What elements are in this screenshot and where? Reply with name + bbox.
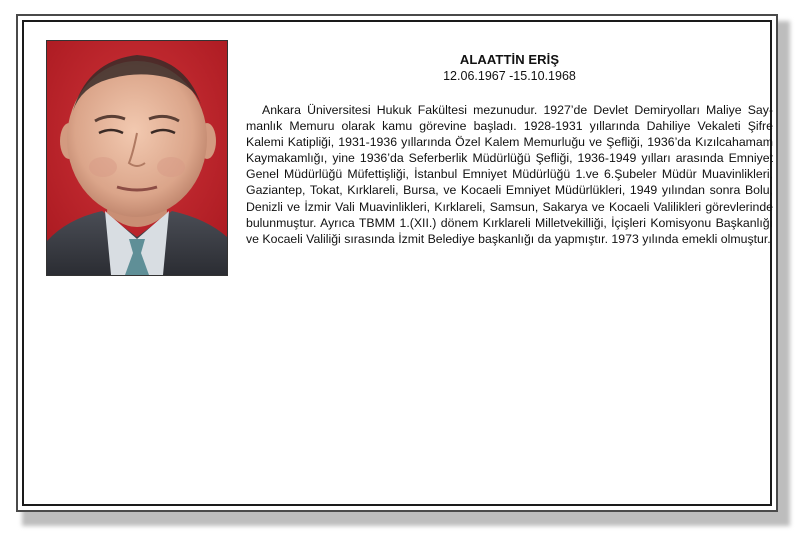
portrait-photo <box>46 40 228 276</box>
portrait-illustration <box>47 41 227 275</box>
bio-header <box>246 52 773 84</box>
person-name: ALAATTİN ERİŞ <box>459 52 560 67</box>
biography-card <box>16 14 778 512</box>
biography-text: Ankara Üniversitesi Hukuk Fakültesi mezunudur. 1927’de Devlet Demiryolları Maliye Saymanlık Memuru olarak kamu görevine başladı. 1928-1931 yıllarında Dahiliye Vekaleti Şifre Kalemi Katipliği, 1931-1936 yıllarında Özel Kalem Memurluğu ve Şefliği, 1936’da Kızılcahamam Kaymakamlığı, yine 1936’da Seferberlik Müdürlüğü Şefliği, 1936-1949 yılları arasında Emniyet Genel Müdürlüğü Müfettişliği, İstanbul Emniyet Müdürlüğü 1.ve 6.Şubeler Müdür Muavinlikleri, Gaziantep, Tokat, Kırklareli, Bursa, ve Kocaeli Emniyet Müdürlükleri, 1949 yılından sonra Bolu, Denizli ve İzmir Vali Muavinlikleri, Kırklareli, Samsun, Sakarya ve Kocaeli Valilikleri görevlerinde bulunmuştur. Ayrıca TBMM 1.(XII.) dönem Kırklareli Milletvekilliği, İçişleri Komisyonu Başkanlığı ve Kocaeli Valiliği sırasında İzmit Belediye başkanlığı da yapmıştır. 1973 yılında emekli olmuştur. <box>246 103 773 246</box>
card-inner-border <box>22 20 772 506</box>
term-dates: 12.06.1967 -15.10.1968 <box>443 69 576 83</box>
